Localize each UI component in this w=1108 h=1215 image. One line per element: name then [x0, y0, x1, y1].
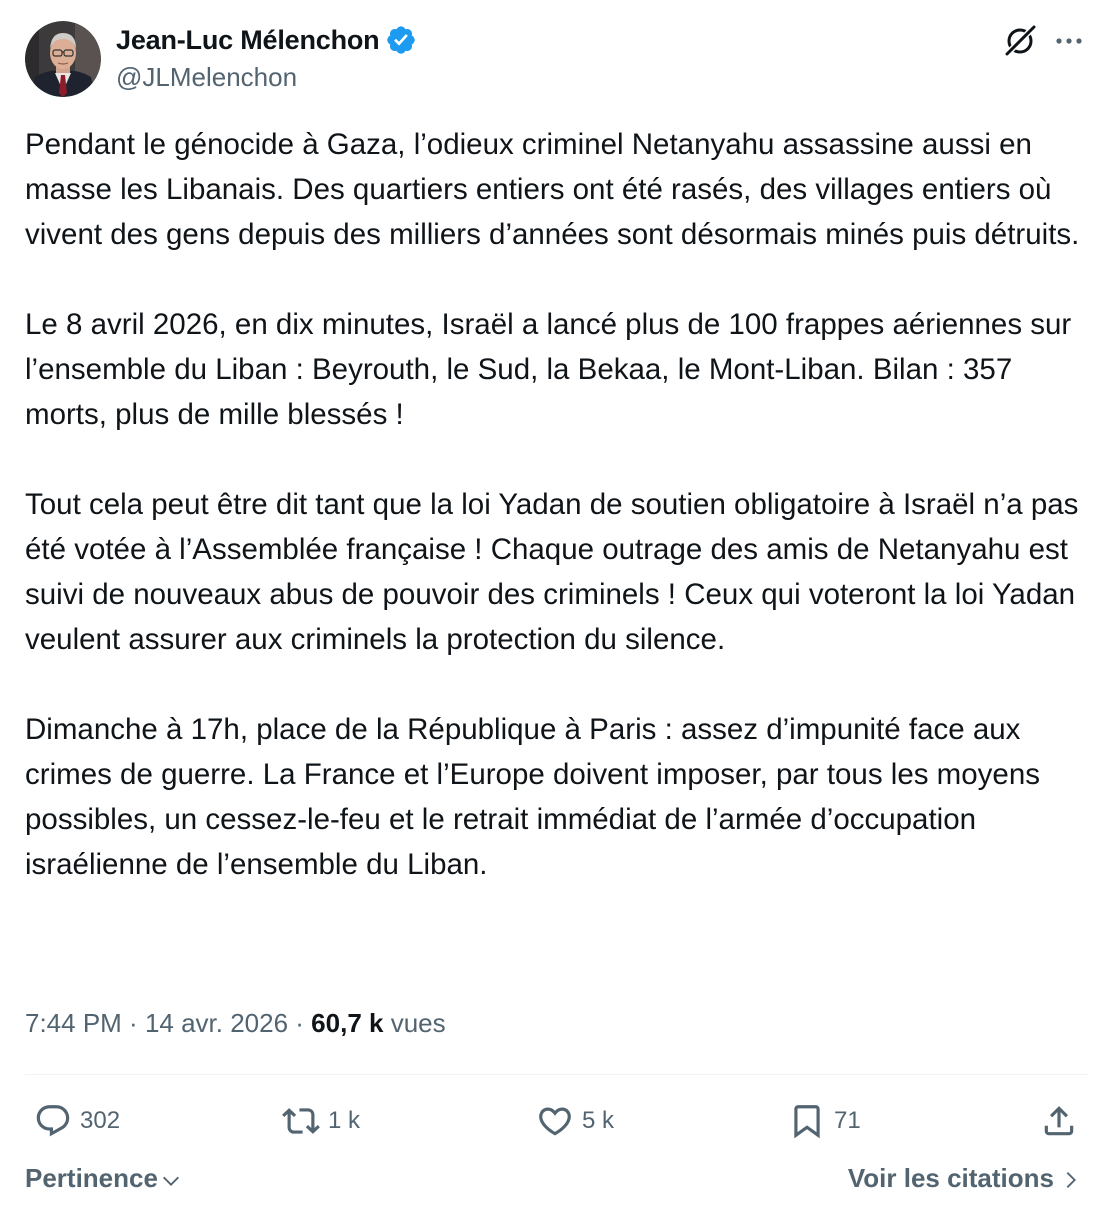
tweet-paragraph: Pendant le génocide à Gaza, l’odieux criminel Netanyahu assassine aussi en masse les Libanais. Des quartiers entiers ont été rasés, des villages entiers où vivent des gens depuis des milliers d’années sont désormais minés puis détruits.	[25, 128, 1080, 251]
bookmark-button[interactable]	[788, 1100, 861, 1142]
author-name-row[interactable]	[116, 22, 417, 58]
chevron-right-icon	[1060, 1169, 1082, 1191]
divider	[25, 1074, 1088, 1075]
heart-icon	[536, 1102, 574, 1140]
grok-icon[interactable]	[1001, 22, 1039, 60]
repost-button[interactable]	[282, 1100, 360, 1142]
share-icon	[1040, 1102, 1078, 1140]
avatar-photo	[25, 21, 101, 97]
tweet-date[interactable]: 14 avr. 2026	[144, 1008, 289, 1038]
meta-separator: ·	[288, 1008, 312, 1038]
meta-separator: ·	[121, 1008, 145, 1038]
repost-count: 1 k	[328, 1107, 361, 1134]
reply-icon	[34, 1102, 72, 1140]
like-count: 5 k	[582, 1107, 615, 1134]
tweet-text	[25, 122, 1090, 887]
verified-badge-icon[interactable]	[385, 24, 417, 56]
reply-button[interactable]	[34, 1100, 120, 1142]
views-count: 60,7 k	[311, 1008, 384, 1038]
tweet-meta	[25, 1008, 446, 1039]
bookmark-icon	[788, 1102, 826, 1140]
more-options-icon[interactable]	[1052, 26, 1086, 56]
tweet-paragraph: Tout cela peut être dit tant que la loi Yadan de soutien obligatoire à Israël n’a pas été votée à l’Assemblée française ! Chaque outrage des amis de Netanyahu est suivi de nouveaux abus de pouvoir des criminels ! Ceux qui voteront la loi Yadan veulent assurer aux criminels la protection du silence.	[25, 488, 1079, 656]
bookmark-count: 71	[834, 1107, 861, 1134]
avatar[interactable]	[25, 21, 101, 97]
tweet-paragraph: Dimanche à 17h, place de la République à Paris : assez d’impunité face aux crimes de guerre. La France et l’Europe doivent imposer, par tous les moyens possibles, un cessez-le-feu et le retrait immédiat de l’armée d’occupation israélienne de l’ensemble du Liban.	[25, 713, 1040, 881]
sort-dropdown[interactable]	[25, 1163, 182, 1194]
tweet-time[interactable]: 7:44 PM	[25, 1008, 122, 1038]
author-display-name[interactable]: Jean-Luc Mélenchon	[116, 24, 380, 55]
quotes-label: Voir les citations	[847, 1163, 1054, 1193]
author-handle[interactable]: @JLMelenchon	[116, 62, 298, 92]
share-button[interactable]	[1040, 1100, 1086, 1142]
like-button[interactable]	[536, 1100, 614, 1142]
tweet-paragraph: Le 8 avril 2026, en dix minutes, Israël a lancé plus de 100 frappes aériennes sur l’ensemble du Liban : Beyrouth, le Sud, la Bekaa, le Mont-Liban. Bilan : 357 morts, plus de mille blessés !	[25, 308, 1072, 431]
view-quotes-link[interactable]	[848, 1163, 1082, 1194]
reply-count: 302	[80, 1107, 121, 1134]
repost-icon	[282, 1102, 320, 1140]
chevron-down-icon	[160, 1170, 182, 1192]
views-label: vues	[383, 1008, 446, 1038]
sort-label: Pertinence	[25, 1163, 158, 1193]
